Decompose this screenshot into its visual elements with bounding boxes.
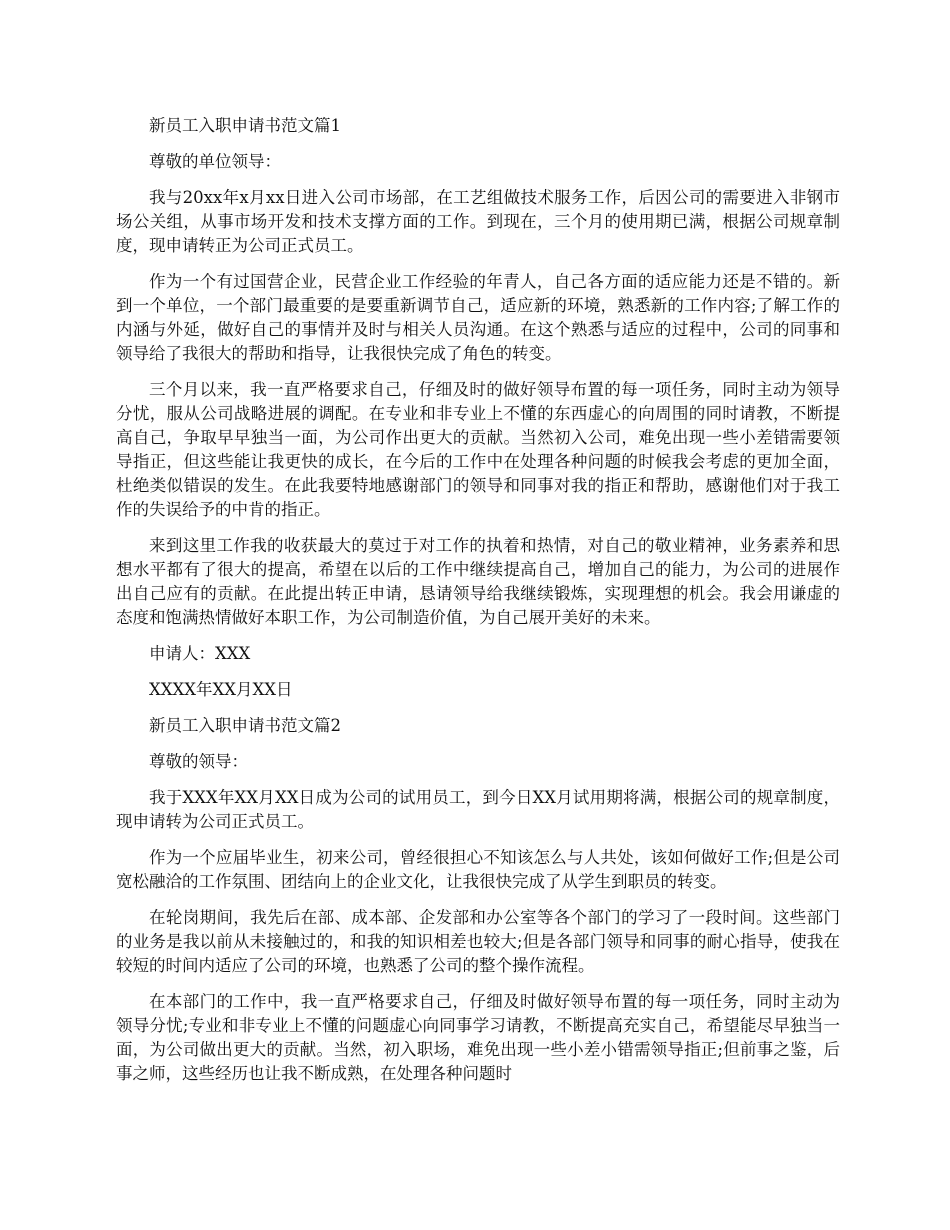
body-paragraph: 作为一个有过国营企业，民营企业工作经验的年青人，自己各方面的适应能力还是不错的。新到一个单位，一个部门最重要的是要重新调节自己，适应新的环境，熟悉新的工作内容;了解工作的内涵与外延，做好自己的事情并及时与相关人员沟通。在这个熟悉与适应的过程中，公司的同事和领导给了我很大的帮助和指导，让我很快完成了角色的转变。 bbox=[116, 272, 840, 363]
body-paragraph: 在轮岗期间，我先后在部、成本部、企发部和办公室等各个部门的学习了一段时间。这些部门的业务是我以前从未接触过的，和我的知识相差也较大;但是各部门领导和同事的耐心指导，使我在较短的时间内适应了公司的环境，也熟悉了公司的整个操作流程。 bbox=[116, 908, 840, 975]
heading-sample-1: 新员工入职申请书范文篇1 bbox=[149, 116, 341, 135]
body-paragraph: 作为一个应届毕业生，初来公司，曾经很担心不知该怎么与人共处，该如何做好工作;但是公司宽松融洽的工作氛围、团结向上的企业文化，让我很快完成了从学生到职员的转变。 bbox=[116, 848, 840, 891]
date-line: XXXX年XX月XX日 bbox=[149, 680, 293, 699]
document-body bbox=[116, 114, 840, 1098]
body-paragraph: 我与20xx年x月xx日进入公司市场部，在工艺组做技术服务工作，后因公司的需要进入非钢市场公关组，从事市场开发和技术支撑方面的工作。到现在，三个月的使用期已满，根据公司规章制度，现申请转正为公司正式员工。 bbox=[116, 188, 840, 255]
salutation-1: 尊敬的单位领导： bbox=[149, 152, 281, 171]
applicant-signature: 申请人：XXX bbox=[149, 644, 251, 663]
heading-sample-2: 新员工入职申请书范文篇2 bbox=[149, 716, 341, 735]
salutation-2: 尊敬的领导： bbox=[149, 752, 248, 771]
body-paragraph: 我于XXX年XX月XX日成为公司的试用员工，到今日XX月试用期将满，根据公司的规章制度，现申请转为公司正式员工。 bbox=[116, 788, 840, 831]
body-paragraph: 三个月以来，我一直严格要求自己，仔细及时的做好领导布置的每一项任务，同时主动为领导分忧，服从公司战略进展的调配。在专业和非专业上不懂的东西虚心的向周围的同时请教，不断提高自己，争取早早独当一面，为公司作出更大的贡献。当然初入公司，难免出现一些小差错需要领导指正，但这些能让我更快的成长，在今后的工作中在处理各种问题的时候我会考虑的更加全面，杜绝类似错误的发生。在此我要特地感谢部门的领导和同事对我的指正和帮助，感谢他们对于我工作的失误给予的中肯的指正。 bbox=[116, 380, 840, 519]
body-paragraph: 在本部门的工作中，我一直严格要求自己，仔细及时做好领导布置的每一项任务，同时主动为领导分忧;专业和非专业上不懂的问题虚心向同事学习请教，不断提高充实自己，希望能尽早独当一面，为公司做出更大的贡献。当然，初入职场，难免出现一些小差小错需领导指正;但前事之鉴，后事之师，这些经历也让我不断成熟，在处理各种问题时 bbox=[116, 992, 840, 1083]
body-paragraph: 来到这里工作我的收获最大的莫过于对工作的执着和热情，对自己的敬业精神，业务素养和思想水平都有了很大的提高，希望在以后的工作中继续提高自己，增加自己的能力，为公司的进展作出自己应有的贡献。在此提出转正申请，恳请领导给我继续锻炼，实现理想的机会。我会用谦虚的态度和饱满热情做好本职工作，为公司制造价值，为自己展开美好的未来。 bbox=[116, 536, 840, 627]
